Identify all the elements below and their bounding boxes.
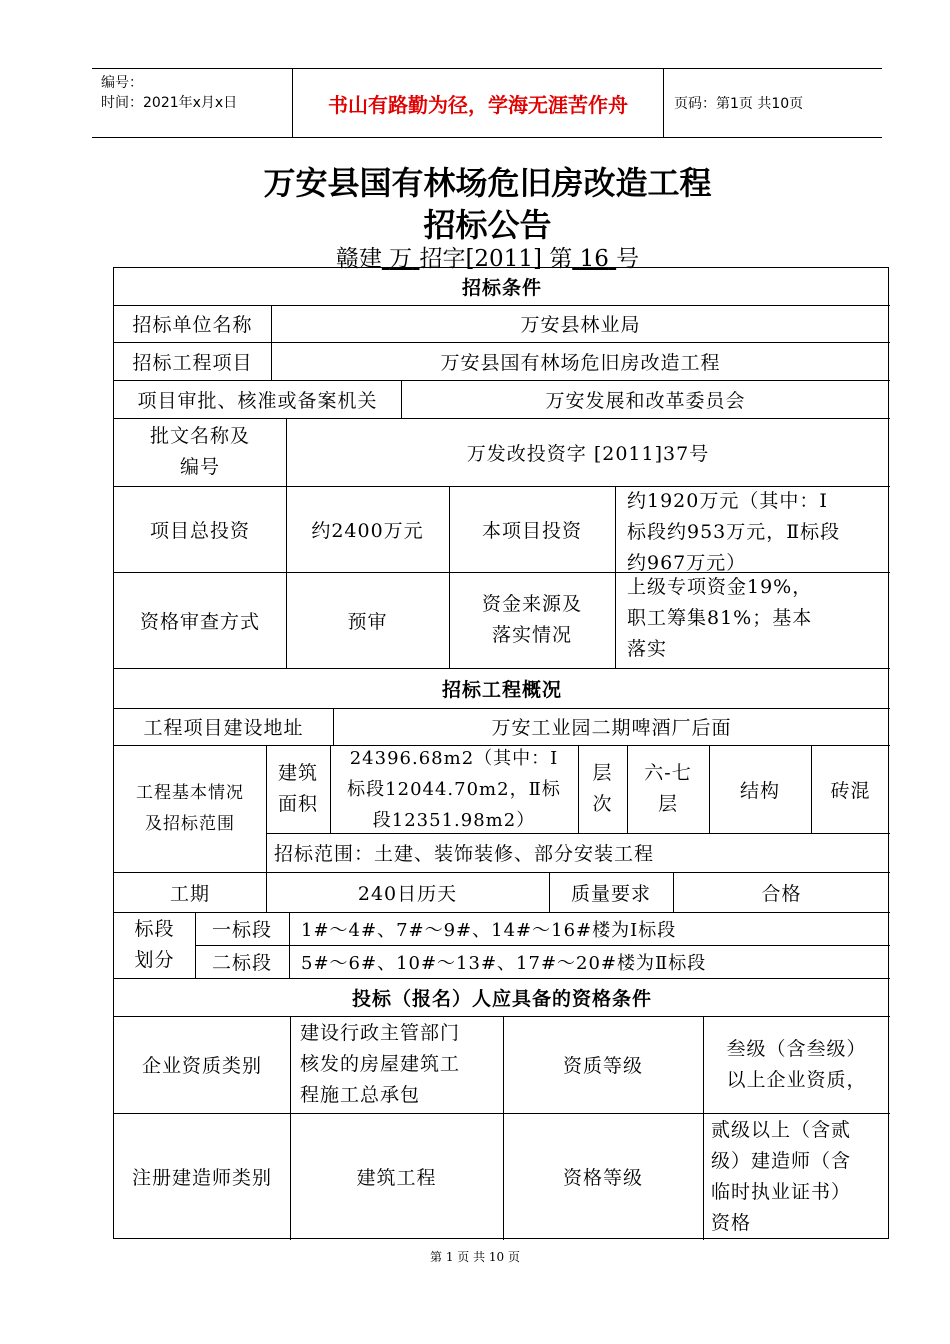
lot2-value: 5#～6#、10#～13#、17#～20#楼为Ⅱ标段: [301, 952, 707, 974]
code-mid: 招字[2011] 第: [419, 246, 573, 272]
grade-label: 资质等级: [562, 1055, 643, 1077]
fund-label: 资金来源及 落实情况: [481, 593, 582, 646]
approval-label: 项目审批、核准或备案机关: [137, 389, 378, 412]
approval-value: 万安发展和改革委员会: [545, 389, 746, 412]
area-value: 24396.68m2（其中：Ⅰ 标段12044.70m2，Ⅱ标 段12351.98m2）: [347, 747, 561, 831]
page-header: [92, 68, 882, 138]
serial-label: 编号：: [101, 75, 143, 91]
quality-value: 合格: [761, 882, 802, 905]
project-investment-label: 本项目投资: [481, 519, 582, 542]
project-label: 招标工程项目: [132, 351, 253, 374]
tender-table: [113, 267, 889, 1239]
time-label: 时间：2021年x月x日: [101, 95, 238, 111]
header-meta: [92, 69, 292, 137]
header-page-info: 页码：第1页 共10页: [674, 96, 804, 112]
section-qualification: 投标（报名）人应具备的资格条件: [351, 987, 652, 1010]
enterprise-value: 建设行政主管部门 核发的房屋建筑工 程施工总承包: [300, 1022, 461, 1106]
project-value: 万安县国有林场危旧房改造工程: [440, 351, 721, 374]
lot1-value: 1#～4#、7#～9#、14#～16#楼为Ⅰ标段: [301, 919, 677, 941]
structure-value: 砖混: [830, 779, 871, 802]
basic-info-label: 工程基本情况 及招标范围: [136, 782, 244, 834]
cert-value: 贰级以上（含贰 级）建造师（含 临时执业证书） 资格: [711, 1118, 852, 1234]
site-label: 工程项目建设地址: [143, 717, 304, 739]
scope-text: 招标范围：土建、装饰装修、部分安装工程: [274, 843, 655, 865]
area-label: 建筑 面积: [277, 762, 318, 815]
page-footer: 第 1 页 共 10 页: [430, 1250, 520, 1264]
builder-label: 注册建造师类别: [131, 1167, 272, 1189]
lot1-label: 一标段: [211, 919, 272, 941]
document-title: 万安县国有林场危旧房改造工程: [263, 164, 712, 202]
total-investment-value: 约2400万元: [311, 519, 424, 542]
lot-label: 标段 划分: [134, 918, 175, 971]
floors-value: 六-七 层: [644, 762, 692, 815]
quality-label: 质量要求: [570, 882, 651, 905]
floors-label: 层 次: [592, 762, 613, 815]
section-overview: 招标工程概况: [441, 678, 562, 701]
code-number: 16: [579, 246, 609, 272]
fund-value: 上级专项资金19%， 职工筹集81%；基本 落实: [627, 576, 813, 660]
code-prefix: 赣建: [335, 246, 382, 272]
total-investment-label: 项目总投资: [149, 519, 250, 542]
code-suffix: 号: [616, 246, 640, 272]
period-label: 工期: [169, 882, 210, 905]
unit-value: 万安县林业局: [520, 314, 641, 336]
project-investment-value: 约1920万元（其中：Ⅰ 标段约953万元，Ⅱ标段 约967万元）: [627, 490, 841, 574]
period-value: 240日历天: [357, 882, 458, 905]
document-subtitle: 招标公告: [423, 206, 552, 244]
unit-label: 招标单位名称: [132, 314, 253, 336]
review-value: 预审: [347, 610, 388, 633]
code-county: 万: [389, 246, 413, 272]
grade-value: 叁级（含叁级） 以上企业资质，: [726, 1037, 867, 1091]
section-conditions: 招标条件: [461, 277, 542, 299]
lot2-label: 二标段: [211, 952, 272, 974]
structure-label: 结构: [739, 779, 780, 802]
enterprise-label: 企业资质类别: [141, 1055, 262, 1077]
header-motto: 书山有路勤为径，学海无涯苦作舟: [292, 69, 664, 137]
doc-value: 万发改投资字 [2011]37号: [466, 442, 710, 465]
doc-label: 批文名称及 编号: [149, 425, 250, 478]
builder-value: 建筑工程: [356, 1167, 437, 1189]
review-label: 资格审查方式: [139, 610, 260, 633]
site-value: 万安工业园二期啤酒厂后面: [491, 717, 732, 739]
cert-label: 资格等级: [562, 1167, 643, 1189]
